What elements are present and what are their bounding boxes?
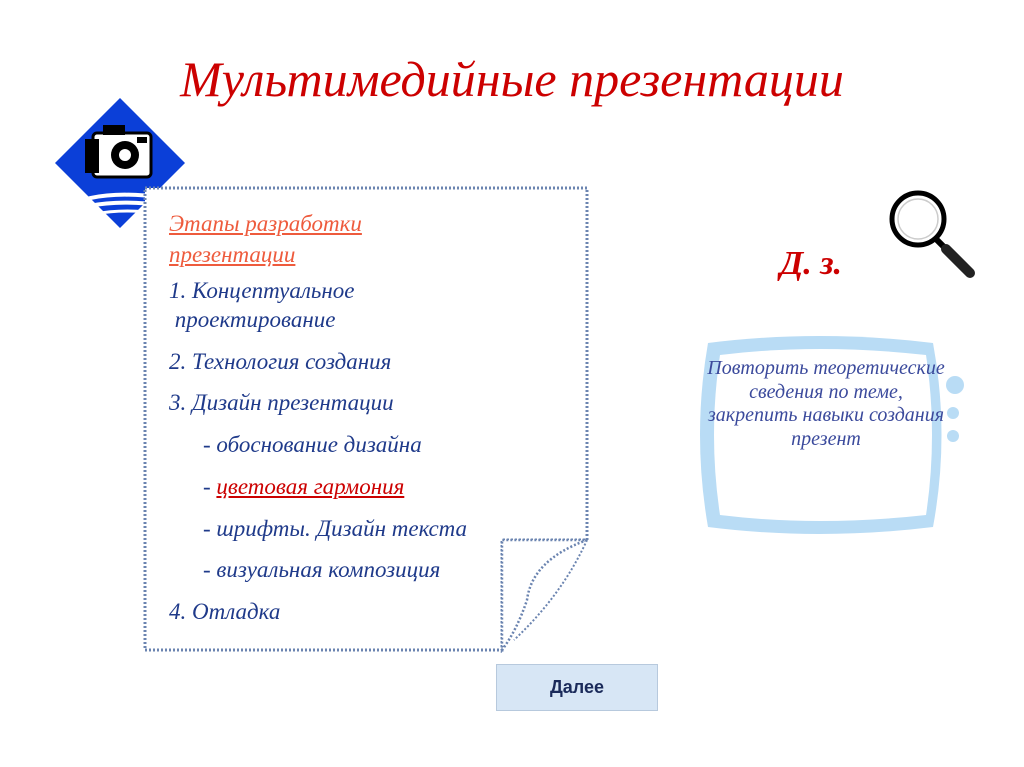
list-item: 3. Дизайн презентации [169,390,394,416]
list-item-text: 1. Концептуальное [169,278,355,304]
next-button[interactable]: Далее [496,664,658,711]
list-item: 2. Технология создания [169,348,392,374]
homework-label: Д. з. [780,245,842,282]
homework-panel [688,335,973,535]
color-harmony-link[interactable]: цветовая гармония [216,473,405,499]
stages-note-card [142,185,590,653]
list-item-dash: - [203,473,217,499]
magnifier-icon [880,185,980,285]
list-item: - шрифты. Дизайн текста [203,515,468,541]
homework-text: Повторить теоретические сведения по теме, закрепить навыки создания презент [707,357,945,450]
list-item: - обоснование дизайна [203,432,422,458]
list-item: 4. Отладка [169,599,281,625]
stages-heading[interactable]: Этапы разработки презентации [169,211,362,268]
list-item [169,277,579,335]
list-item: - визуальная композиция [203,557,441,583]
list-item [169,473,579,502]
list-item-text: проектирование [169,306,336,332]
slide-title: Мультимедийные презентации [180,51,844,107]
